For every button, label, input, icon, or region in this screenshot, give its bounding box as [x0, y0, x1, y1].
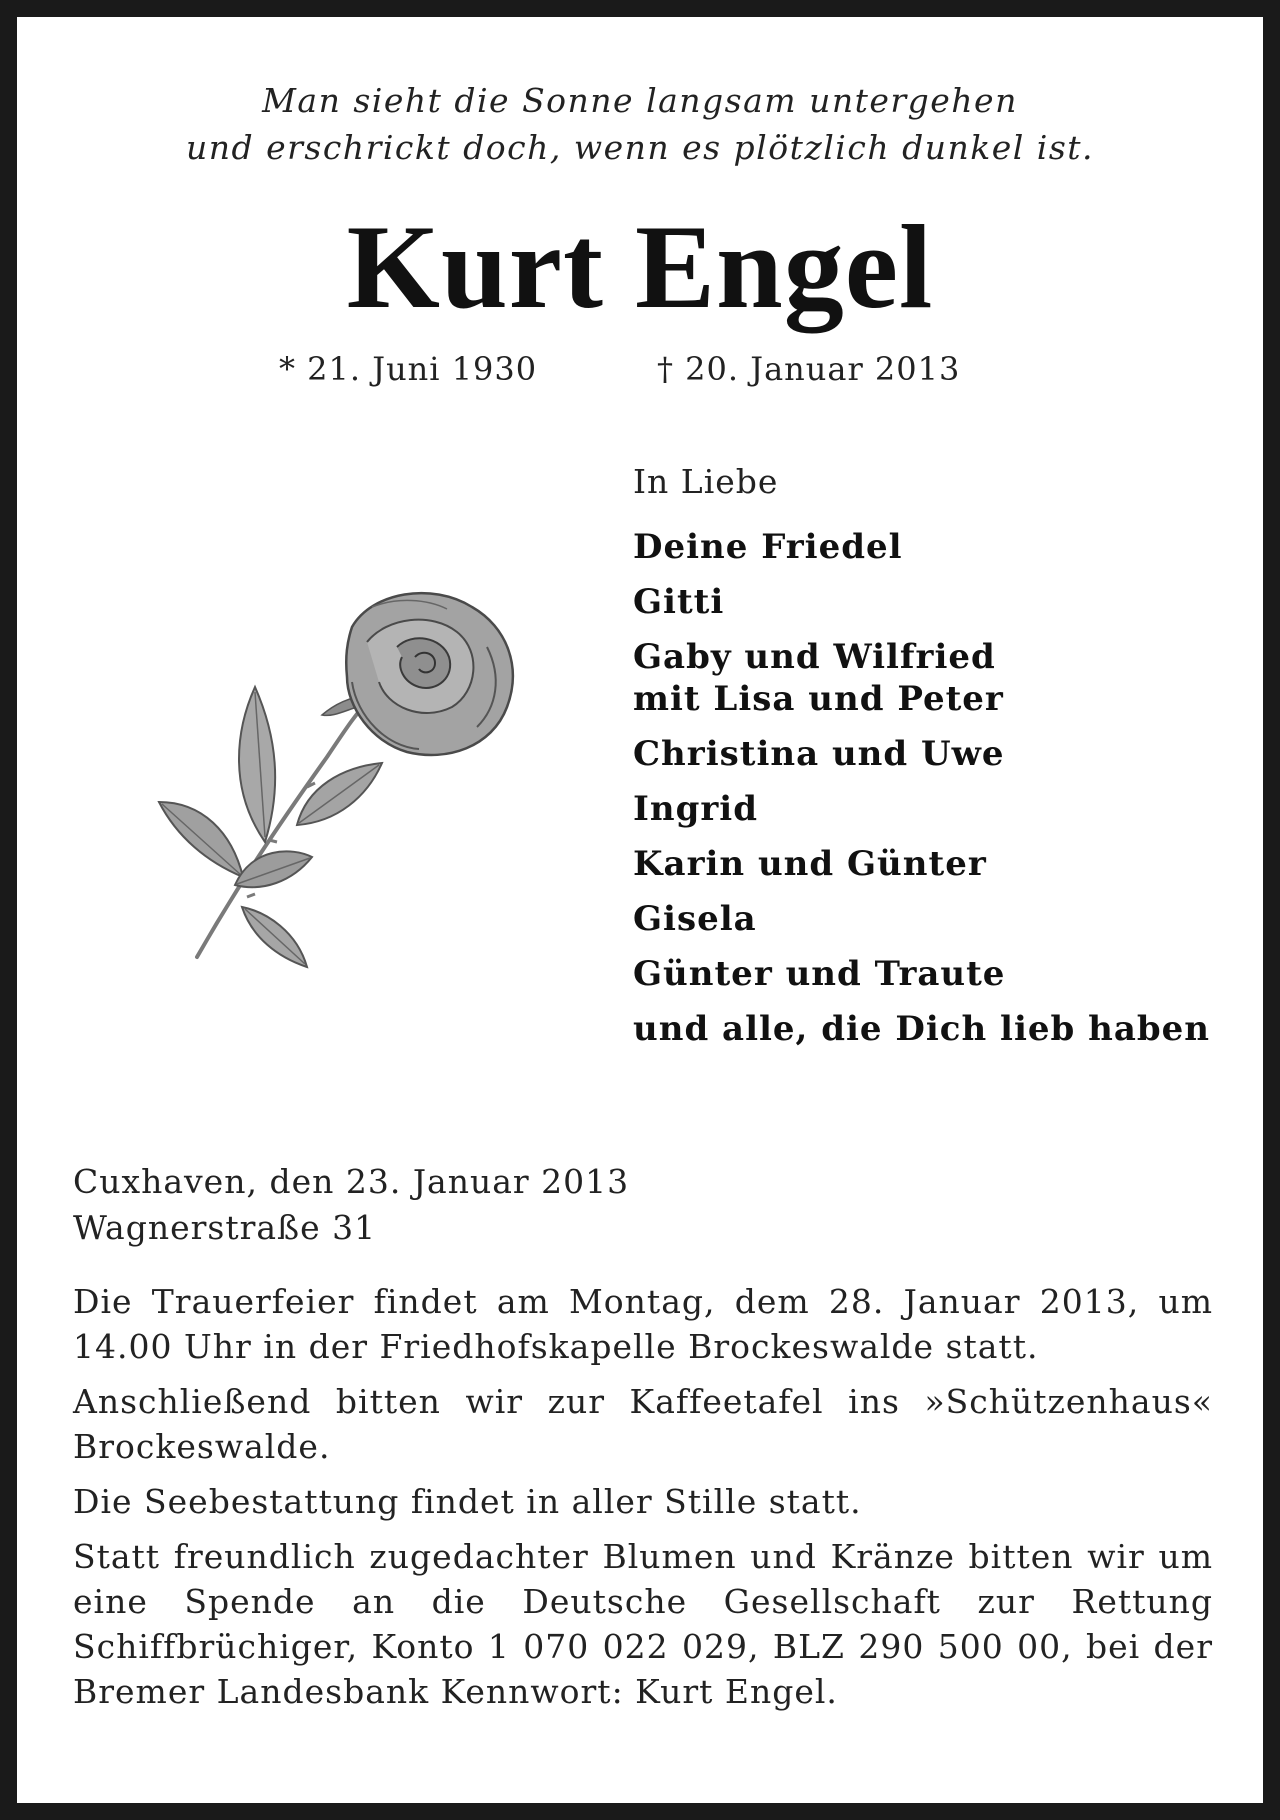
birth-date: * 21. Juni 1930: [279, 350, 538, 388]
life-dates: [17, 347, 1263, 391]
motto-quote: [17, 77, 1263, 171]
place-and-date: [73, 1159, 629, 1251]
motto-line-1: Man sieht die Sonne langsam untergehen: [262, 81, 1018, 120]
list-item: Günter und Traute: [633, 954, 1006, 994]
rose-icon: [157, 587, 557, 987]
intro-text: In Liebe: [633, 462, 779, 501]
list-item: Gaby und Wilfried: [633, 637, 996, 677]
place-line-1: Cuxhaven, den 23. Januar 2013: [73, 1162, 630, 1201]
mourners-list: [633, 525, 1210, 1062]
motto-line-2: und erschrickt doch, wenn es plötzlich dunkel ist.: [185, 128, 1095, 167]
list-item: mit Lisa und Peter: [633, 679, 1004, 719]
burial-paragraph: Die Seebestattung findet in aller Stille statt.: [73, 1482, 862, 1521]
list-item: Christina und Uwe: [633, 734, 1005, 774]
deceased-name: Kurt Engel: [346, 200, 934, 333]
obituary-notice: [17, 17, 1263, 1803]
list-item: und alle, die Dich lieb haben: [633, 1009, 1210, 1049]
list-item: Ingrid: [633, 789, 758, 829]
list-item: Deine Friedel: [633, 527, 903, 567]
list-item: Gisela: [633, 899, 757, 939]
funeral-paragraph: Die Trauerfeier findet am Montag, dem 28. Januar 2013, um 14.00 Uhr in der Friedhofskapelle Brockeswalde statt.: [73, 1282, 1213, 1366]
list-item: Karin und Günter: [633, 844, 987, 884]
reception-paragraph: Anschließend bitten wir zur Kaffeetafel ins »Schützenhaus« Brockeswalde.: [73, 1382, 1213, 1466]
announcement-body: [73, 1279, 1213, 1724]
death-date: † 20. Januar 2013: [657, 350, 961, 388]
donation-paragraph: Statt freundlich zugedachter Blumen und Kränze bitten wir um eine Spende an die Deutsche Gesellschaft zur Rettung Schiffbrüchiger, Konto 1 070 022 029, BLZ 290 500 00, bei der Bremer Landesbank Kennwort: Kurt Engel.: [73, 1537, 1213, 1711]
list-item: Gitti: [633, 582, 725, 622]
address-line: Wagnerstraße 31: [73, 1208, 377, 1247]
